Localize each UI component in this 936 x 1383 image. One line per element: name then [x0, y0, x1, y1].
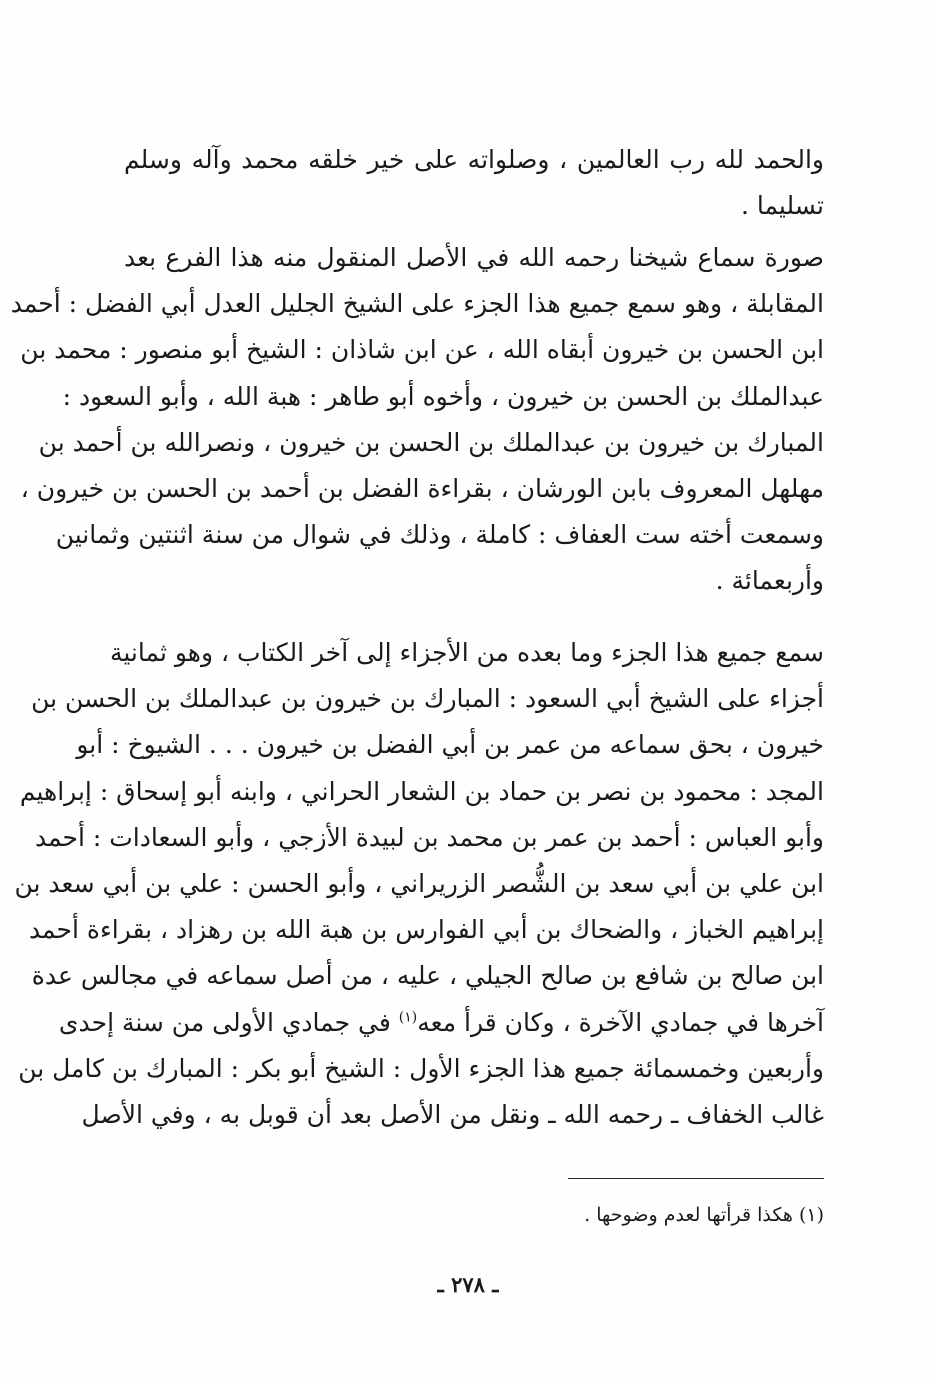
text-line: صورة سماع شيخنا رحمه الله في الأصل المنقول منه هذا الفرع بعد: [124, 243, 824, 272]
text-line: وأبو العباس : أحمد بن عمر بن محمد بن لبيدة الأزجي ، وأبو السعادات : أحمد: [34, 822, 824, 852]
paragraph-opening-praise: [124, 137, 824, 229]
text-line: ابن الحسن بن خيرون أبقاه الله ، عن ابن شاذان : الشيخ أبو منصور : محمد بن: [20, 335, 824, 365]
text-line: المجد : محمود بن نصر بن حماد بن الشعار الحراني ، وابنه أبو إسحاق : إبراهيم: [19, 776, 824, 806]
text-line: مهلهل المعروف بابن الورشان ، بقراءة الفضل بن أحمد بن الحسن بن خيرون ،: [20, 473, 824, 503]
text-line: عبدالملك بن الحسن بن خيرون ، وأخوه أبو طاهر : هبة الله ، وأبو السعود :: [62, 381, 824, 411]
text-line: المقابلة ، وهو سمع جميع هذا الجزء على الشيخ الجليل العدل أبي الفضل : أحمد: [10, 289, 824, 319]
text-line: تسليما .: [740, 191, 824, 221]
text-line: أجزاء على الشيخ أبي السعود : المبارك بن خيرون بن عبدالملك بن الحسن بن: [31, 684, 824, 714]
text-line: سمع جميع هذا الجزء وما بعده من الأجزاء إلى آخر الكتاب ، وهو ثمانية: [109, 638, 824, 667]
paragraph-first-hearing-record: [10, 235, 824, 605]
text-line: غالب الخفاف ـ رحمه الله ـ ونقل من الأصل بعد أن قوبل به ، وفي الأصل: [81, 1099, 824, 1129]
page-number: ـ ٢٧٨ ـ: [437, 1272, 499, 1297]
text-line-with-footnote-ref: [58, 1000, 824, 1046]
text-line: إبراهيم الخباز ، والضحاك بن أبي الفوارس بن هبة الله بن رهزاد ، بقراءة أحمد: [28, 915, 824, 945]
text-line: خيرون ، بحق سماعه من عمر بن أبي الفضل بن خيرون . . . الشيوخ : أبو: [76, 730, 824, 760]
text-line: ابن صالح بن شافع بن صالح الجيلي ، عليه ، من أصل سماعه في مجالس عدة: [31, 961, 824, 991]
footnote-divider: [568, 1178, 824, 1179]
paragraph-second-hearing-record: [14, 630, 824, 1138]
text-line: وسمعت أخته ست العفاف : كاملة ، وذلك في شوال من سنة اثنتين وثمانين: [55, 520, 824, 550]
footnote-text: (١) هكذا قرأتها لعدم وضوحها .: [584, 1204, 824, 1226]
text-line: وأربعين وخمسمائة جميع هذا الجزء الأول : الشيخ أبو بكر : المبارك بن كامل بن: [18, 1053, 824, 1083]
footnote-reference[interactable]: (١): [398, 1009, 418, 1026]
text-line: وأربعمائة .: [715, 566, 824, 596]
text-line: المبارك بن خيرون بن عبدالملك بن الحسن بن خيرون ، ونصرالله بن أحمد بن: [38, 427, 824, 457]
text-segment: في جمادي الأولى من سنة إحدى: [58, 1007, 399, 1037]
text-line: ابن علي بن أبي سعد بن الشُّصر الزريراني ، وأبو الحسن : علي بن أبي سعد بن: [14, 868, 824, 898]
text-segment: آخرها في جمادي الآخرة ، وكان قرأ معه: [417, 1007, 824, 1037]
text-line: والحمد لله رب العالمين ، وصلواته على خير خلقه محمد وآله وسلم: [124, 145, 824, 174]
